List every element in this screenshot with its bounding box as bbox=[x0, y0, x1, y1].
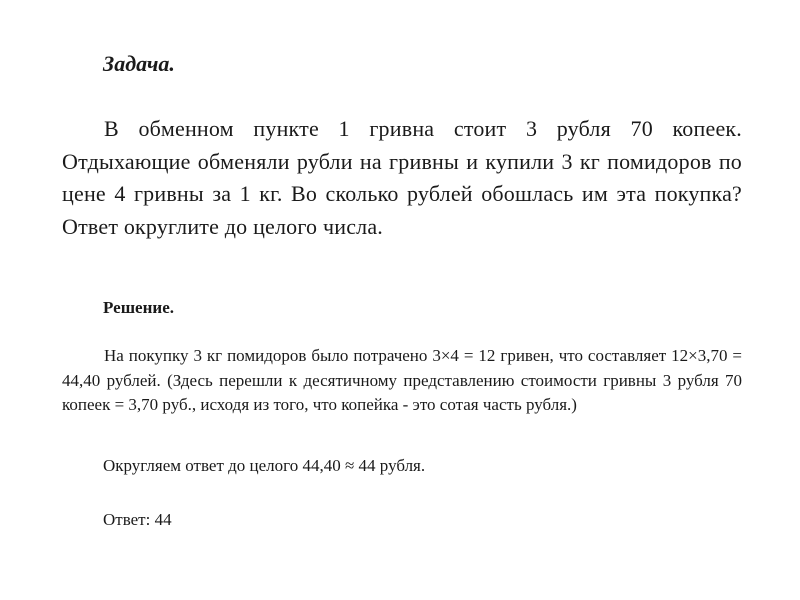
task-title: Задача. bbox=[103, 51, 175, 76]
solution-text: На покупку 3 кг помидоров было потрачено 3×4 = 12 гривен, что составляет 12×3,70 = 44,40 рублей. (Здесь перешли к десятичному представлению стоимости гривны 3 рубля 70 копеек = 3,70 руб., исходя из того, что копейка - это сотая часть рубля.) bbox=[62, 346, 742, 414]
rounding-text: Округляем ответ до целого 44,40 ≈ 44 рубля. bbox=[103, 456, 426, 475]
answer-text: Ответ: 44 bbox=[103, 510, 172, 529]
solution-title: Решение. bbox=[103, 298, 174, 317]
task-text: В обменном пункте 1 гривна стоит 3 рубля 70 копеек. Отдыхающие обменяли рубли на гривны и купили 3 кг помидоров по цене 4 гривны за 1 кг. Во сколько рублей обошлась им эта покупка? Ответ округлите до целого числа. bbox=[62, 116, 742, 239]
